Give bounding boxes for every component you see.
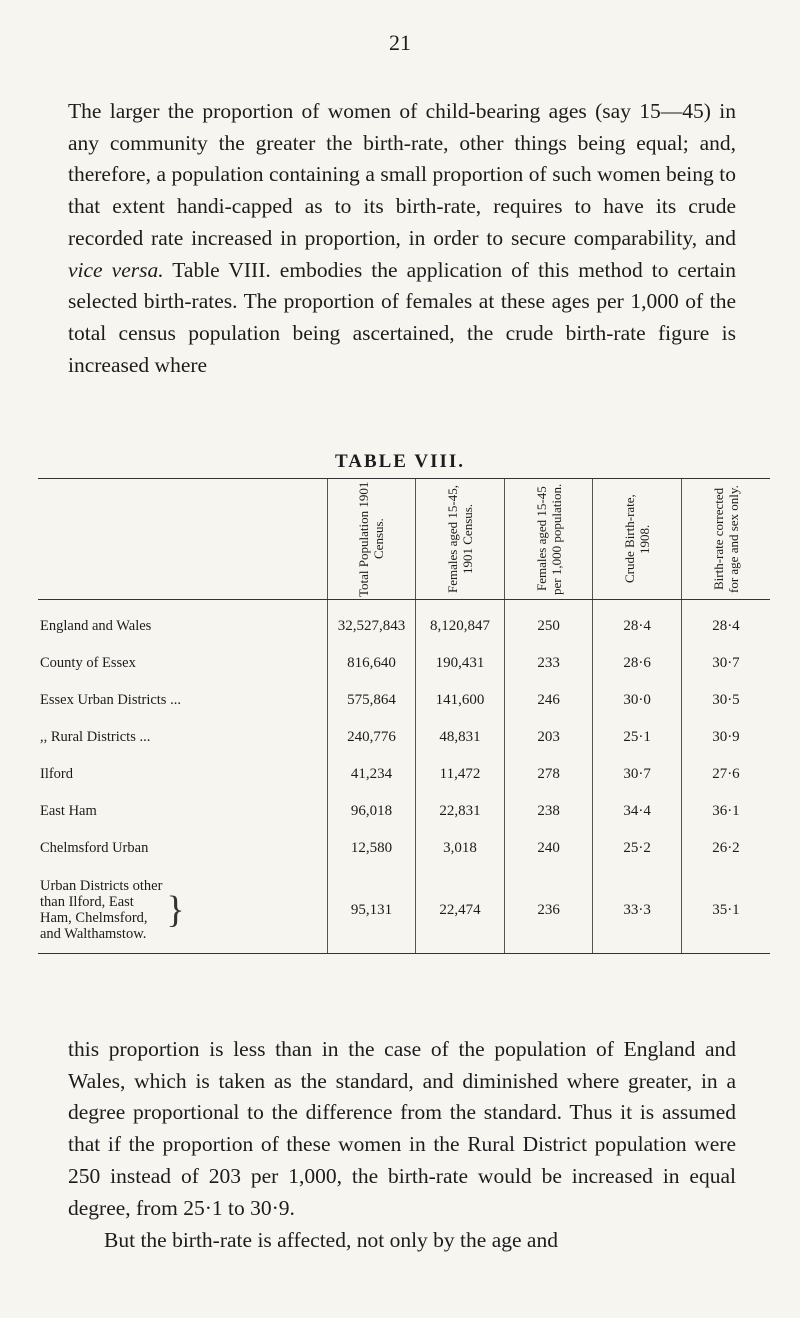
table-cell: 22,831	[416, 793, 505, 830]
table-row	[38, 645, 770, 682]
intro-text-end: Table VIII. embodies the application of this method to certain selected birth-rates. The proportion of females at these ages per 1,000 of the total census population being ascertained, the crude birth-rate figure is increased where	[68, 257, 737, 377]
row-label: Chelmsford Urban	[40, 840, 149, 856]
table-cell: 48,831	[416, 719, 505, 756]
table-cell: 278	[504, 756, 593, 793]
table-cell: 41,234	[327, 756, 416, 793]
table-cell: 816,640	[327, 645, 416, 682]
table-cell: 22,474	[416, 867, 505, 954]
header-females-per-1000: Females aged 15-45 per 1,000 population.	[504, 479, 593, 600]
label-line: Urban Districts other	[40, 878, 163, 894]
table-cell: 575,864	[327, 682, 416, 719]
table-row	[38, 600, 770, 646]
table-cell: 28·4	[593, 600, 682, 646]
table-cell: 250	[504, 600, 593, 646]
table-cell: 30·7	[681, 645, 770, 682]
table-cell: 27·6	[681, 756, 770, 793]
table-row	[38, 719, 770, 756]
table-row	[38, 867, 770, 954]
brace-icon: }	[166, 889, 185, 931]
page-number: 21	[389, 30, 411, 55]
table-cell: 35·1	[681, 867, 770, 954]
multiline-label-text	[40, 878, 162, 942]
multiline-label	[40, 878, 327, 942]
table-cell: 36·1	[681, 793, 770, 830]
table-cell: 33·3	[593, 867, 682, 954]
table-row	[38, 830, 770, 867]
table-cell: 141,600	[416, 682, 505, 719]
row-label: England and Wales	[40, 618, 152, 634]
table-cell: 30·9	[681, 719, 770, 756]
table-row	[38, 682, 770, 719]
table-cell: 190,431	[416, 645, 505, 682]
label-line: Ham, Chelmsford,	[40, 910, 148, 926]
table-cell: 233	[504, 645, 593, 682]
table-container	[38, 478, 770, 954]
row-label: Essex Urban Districts ...	[40, 692, 181, 708]
table-header-row	[38, 479, 770, 600]
header-corner	[38, 479, 327, 600]
label-line: and Walthamstow.	[40, 926, 147, 942]
table-cell: 96,018	[327, 793, 416, 830]
label-line: than Ilford, East	[40, 894, 134, 910]
table-cell: 240	[504, 830, 593, 867]
table-cell: 28·6	[593, 645, 682, 682]
header-females-aged: Females aged 15-45, 1901 Census.	[416, 479, 505, 600]
table-cell: 34·4	[593, 793, 682, 830]
table-cell: 246	[504, 682, 593, 719]
row-label-multiline	[38, 867, 327, 954]
header-crude-birth-rate: Crude Birth-rate, 1908.	[593, 479, 682, 600]
row-label: ,, Rural Districts ...	[40, 729, 151, 745]
table-cell: 238	[504, 793, 593, 830]
table-cell: 25·1	[593, 719, 682, 756]
header-total-population: Total Population 1901 Census.	[327, 479, 416, 600]
birth-rate-table	[38, 478, 770, 954]
table-cell: 28·4	[681, 600, 770, 646]
final-line: But the birth-rate is affected, not only by the age and	[104, 1228, 558, 1252]
table-cell: 30·0	[593, 682, 682, 719]
table-cell: 32,527,843	[327, 600, 416, 646]
table-cell: 11,472	[416, 756, 505, 793]
intro-italic-phrase: vice versa.	[68, 257, 164, 282]
table-cell: 12,580	[327, 830, 416, 867]
table-cell: 236	[504, 867, 593, 954]
table-cell: 25·2	[593, 830, 682, 867]
row-label: County of Essex	[40, 655, 136, 671]
table-cell: 26·2	[681, 830, 770, 867]
table-cell: 203	[504, 719, 593, 756]
table-row	[38, 756, 770, 793]
intro-paragraph	[68, 96, 736, 381]
table-cell: 30·7	[593, 756, 682, 793]
table-cell: 30·5	[681, 682, 770, 719]
header-corrected-birth-rate: Birth-rate corrected for age and sex only.	[681, 479, 770, 600]
table-cell: 3,018	[416, 830, 505, 867]
table-title: TABLE VIII.	[334, 451, 466, 472]
row-label: East Ham	[40, 803, 97, 819]
continuation-paragraph: this proportion is less than in the case of the population of England and Wales, which is taken as the standard, and diminished where greater, in a degree proportional to the difference from the standard. Thus it is assumed that if the proportion of these women in the Rural District population were 250 instead of 203 per 1,000, the birth-rate would be increased in equal degree, from 25·1 to 30·9.	[68, 1037, 736, 1220]
table-cell: 8,120,847	[416, 600, 505, 646]
table-cell: 95,131	[327, 867, 416, 954]
row-label: Ilford	[40, 766, 74, 782]
intro-text-start: The larger the proportion of women of child-bearing ages (say 15—45) in any community the greater the birth-rate, other things being equal; and, therefore, a population containing a small proportion of such women being to that extent handi-capped as to its birth-rate, requires to have its crude recorded rate increased in proportion, in order to secure comparability, and	[68, 99, 736, 250]
table-row	[38, 793, 770, 830]
table-cell: 240,776	[327, 719, 416, 756]
